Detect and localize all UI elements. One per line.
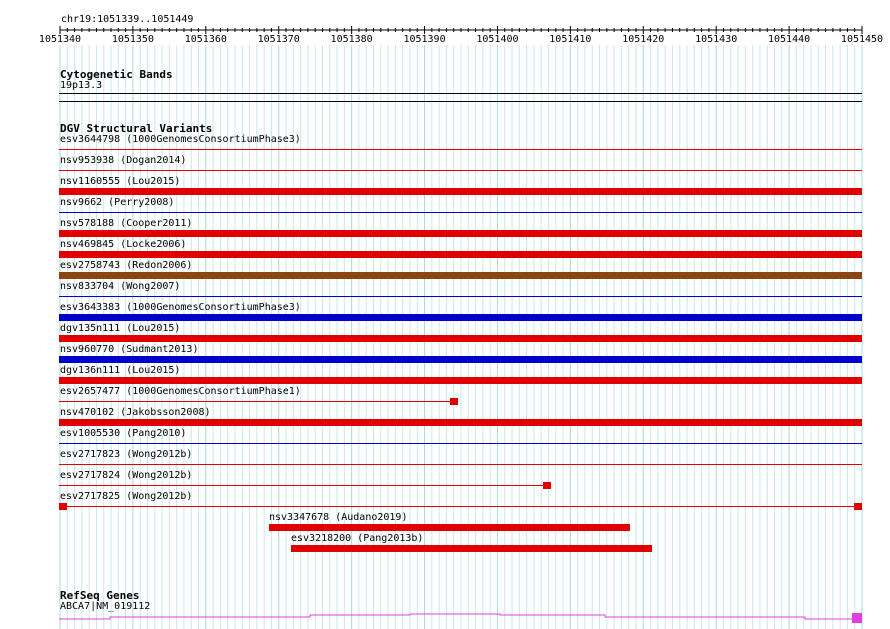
variant-label[interactable]: nsv470102 (Jakobsson2008) <box>60 407 211 418</box>
variant-label[interactable]: esv1005530 (Pang2010) <box>60 428 187 439</box>
variant-bar[interactable] <box>59 149 862 150</box>
variant-bar[interactable] <box>59 230 862 237</box>
track-title-cytoband[interactable]: Cytogenetic Bands <box>60 68 173 81</box>
ruler-tick-label: 1051440 <box>768 34 811 45</box>
variant-bar[interactable] <box>59 335 862 342</box>
variant-label-nsv3347678[interactable]: nsv3347678 (Audano2019) <box>269 512 408 523</box>
track-title-refseq[interactable]: RefSeq Genes <box>60 589 140 602</box>
ruler-tick-label: 1051360 <box>184 34 227 45</box>
variant-bar-esv3218200[interactable] <box>291 545 652 552</box>
variant-label[interactable]: esv2717823 (Wong2012b) <box>60 449 193 460</box>
ruler-tick-label: 1051450 <box>840 34 884 45</box>
variant-label-esv3218200[interactable]: esv3218200 (Pang2013b) <box>291 533 424 544</box>
variant-bar[interactable] <box>59 356 862 363</box>
variant-label[interactable]: esv2657477 (1000GenomesConsortiumPhase1) <box>60 386 301 397</box>
track-title-dgv[interactable]: DGV Structural Variants <box>60 122 213 135</box>
variant-block[interactable] <box>450 398 458 405</box>
variant-bar[interactable] <box>59 401 450 402</box>
ruler-tick-label: 1051400 <box>476 34 519 45</box>
variant-label[interactable]: dgv136n111 (Lou2015) <box>60 365 181 376</box>
cytoband-label: 19p13.3 <box>60 80 103 91</box>
variant-bar[interactable] <box>59 251 862 258</box>
variant-label[interactable]: nsv953938 (Dogan2014) <box>60 155 187 166</box>
ruler-tick-label: 1051390 <box>403 34 446 45</box>
variant-bar[interactable] <box>59 170 862 171</box>
variant-block[interactable] <box>59 503 67 510</box>
variant-label[interactable]: esv2717825 (Wong2012b) <box>60 491 193 502</box>
variant-bar[interactable] <box>59 272 862 279</box>
variant-bar[interactable] <box>59 485 543 486</box>
cytoband-bar-bottom <box>59 101 862 102</box>
variant-bar[interactable] <box>59 506 862 507</box>
variant-label[interactable]: nsv469845 (Locke2006) <box>60 239 187 250</box>
ruler-tick-label: 1051370 <box>257 34 300 45</box>
variant-label[interactable]: nsv578188 (Cooper2011) <box>60 218 193 229</box>
ruler-tick-label: 1051420 <box>622 34 665 45</box>
variant-label[interactable]: esv2758743 (Redon2006) <box>60 260 193 271</box>
variant-bar[interactable] <box>59 464 862 465</box>
variant-bar[interactable] <box>59 314 862 321</box>
gene-model[interactable] <box>0 610 890 629</box>
variant-bar-nsv3347678[interactable] <box>269 524 630 531</box>
variant-block[interactable] <box>854 503 862 510</box>
variant-bar[interactable] <box>59 377 862 384</box>
variant-label[interactable]: dgv135n111 (Lou2015) <box>60 323 181 334</box>
variant-block[interactable] <box>543 482 551 489</box>
variant-bar[interactable] <box>59 212 862 213</box>
ruler-tick-label: 1051340 <box>38 34 82 45</box>
gene-label[interactable]: ABCA7|NM_019112 <box>60 601 151 612</box>
ruler-tick-label: 1051410 <box>549 34 592 45</box>
variant-label[interactable]: nsv1160555 (Lou2015) <box>60 176 181 187</box>
variant-label[interactable]: nsv960770 (Sudmant2013) <box>60 344 199 355</box>
variant-label[interactable]: nsv9662 (Perry2008) <box>60 197 175 208</box>
ruler-location: chr19:1051339..1051449 <box>61 14 194 25</box>
variant-label[interactable]: esv2717824 (Wong2012b) <box>60 470 193 481</box>
ruler-tick-label: 1051430 <box>695 34 738 45</box>
variant-label[interactable]: esv3643383 (1000GenomesConsortiumPhase3) <box>60 302 301 313</box>
variant-bar[interactable] <box>59 443 862 444</box>
variant-bar[interactable] <box>59 188 862 195</box>
ruler-tick-label: 1051350 <box>111 34 154 45</box>
variant-bar[interactable] <box>59 419 862 426</box>
variant-label[interactable]: esv3644798 (1000GenomesConsortiumPhase3) <box>60 134 301 145</box>
ruler-tick-label: 1051380 <box>330 34 373 45</box>
variant-label[interactable]: nsv833704 (Wong2007) <box>60 281 181 292</box>
cytoband-bar[interactable] <box>59 93 862 94</box>
variant-bar[interactable] <box>59 296 862 297</box>
